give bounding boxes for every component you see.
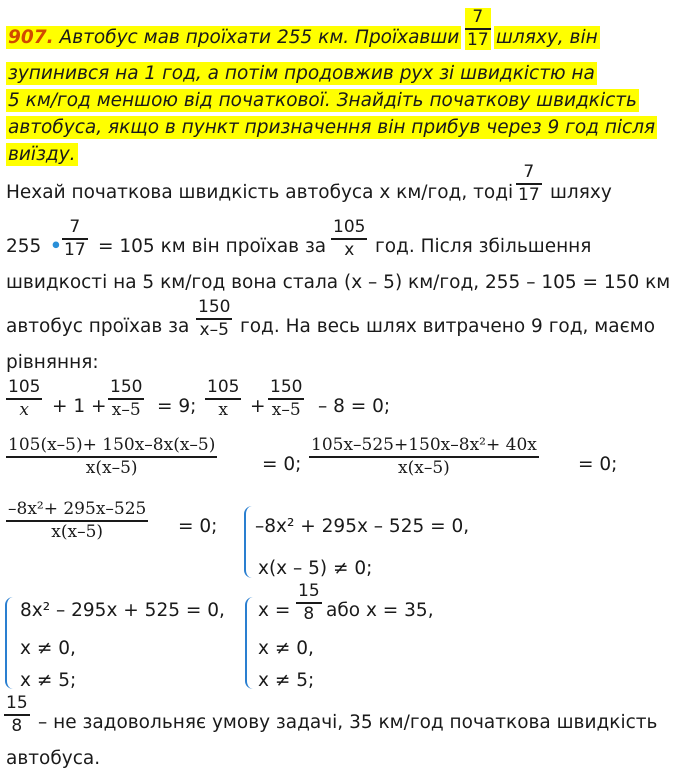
eq3-term: = 0;	[178, 516, 218, 537]
sys3-line-3: x ≠ 5;	[258, 670, 315, 691]
sys2-line-3: x ≠ 5;	[20, 670, 77, 691]
eq2-fraction-2: 105x–525+150x–8x²+ 40x x(x–5)	[311, 435, 537, 478]
solution-line-2b: год. Після збільшення	[375, 236, 592, 257]
fraction-denominator: 17	[467, 30, 489, 50]
sys3-line-1b: або x = 35,	[326, 600, 434, 621]
problem-line-2: зупинився на 1 год, а потім продовжив рух зі швидкістю на	[8, 63, 595, 84]
system-brace-2	[5, 597, 13, 689]
solution-line-4a: автобус проїхав за	[6, 316, 190, 337]
sys3-fraction: 15 8	[298, 581, 320, 624]
solution-fraction-2: 7 17	[64, 217, 86, 260]
solution-line-5: рівняння:	[6, 352, 99, 373]
solution-line-2-lead: 255	[6, 236, 42, 257]
eq1-fraction-1: 105 x	[8, 377, 41, 420]
problem-text-1a: Автобус мав проїхати 255 км. Проїхавши	[59, 27, 460, 48]
eq1-term-1: + 1 +	[52, 396, 107, 417]
solution-fraction-1: 7 17	[518, 162, 540, 205]
eq1-term-4: – 8 = 0;	[318, 396, 391, 417]
final-line-2: автобуса.	[6, 748, 101, 769]
eq2-fraction-1: 105(x–5)+ 150x–8x(x–5) x(x–5)	[8, 435, 216, 478]
problem-line-1	[6, 27, 461, 49]
sys3-line-1a: x =	[258, 600, 291, 621]
sys2-line-2: x ≠ 0,	[20, 638, 76, 659]
sys3-line-2: x ≠ 0,	[258, 638, 314, 659]
system-brace-1	[244, 506, 252, 578]
fraction-numerator: 7	[472, 7, 484, 27]
problem-fraction	[465, 8, 491, 50]
final-line-1: – не задовольняє умову задачі, 35 км/год початкова швидкість	[38, 712, 658, 733]
eq3-fraction: –8x²+ 295x–525 x(x–5)	[8, 499, 147, 542]
solution-line-4b: год. На весь шлях витрачено 9 год, маємо	[240, 316, 656, 337]
problem-line-3: 5 км/год меншою від початкової. Знайдіть початкову швидкість	[8, 90, 637, 111]
sys2-line-1: 8x² – 295x + 525 = 0,	[20, 600, 225, 621]
solution-line-2a: = 105 км він проїхав за	[98, 236, 327, 257]
eq1-term-2: = 9;	[157, 396, 197, 417]
eq1-term-3: +	[250, 396, 266, 417]
final-fraction: 15 8	[6, 693, 28, 736]
problem-line-1b	[494, 27, 600, 49]
eq1-fraction-2: 150 x–5	[110, 377, 143, 420]
eq1-fraction-3: 105 x	[207, 377, 240, 420]
problem-line-4: автобуса, якщо в пункт призначення він прибув через 9 год після	[8, 117, 656, 138]
eq2-term-2: = 0;	[578, 454, 618, 475]
solution-fraction-3: 105 x	[333, 217, 366, 260]
multiply-dot: •	[50, 236, 62, 257]
solution-fraction-4: 150 x–5	[198, 297, 231, 340]
system-brace-3	[245, 597, 253, 689]
solution-line-1b: шляху	[550, 182, 612, 203]
eq2-term-1: = 0;	[262, 454, 302, 475]
problem-number: 907.	[8, 27, 54, 48]
solution-line-1: Нехай початкова швидкість автобуса x км/год, тоді	[6, 182, 514, 203]
eq1-fraction-4: 150 x–5	[270, 377, 303, 420]
problem-text-1b: шляху, він	[496, 27, 598, 48]
solution-line-3: швидкості на 5 км/год вона стала (x – 5) км/год, 255 – 105 = 150 км	[6, 272, 671, 293]
sys1-line-2: x(x – 5) ≠ 0;	[258, 558, 373, 579]
problem-line-5: виїзду.	[8, 144, 76, 165]
sys1-line-1: –8x² + 295x – 525 = 0,	[255, 516, 470, 537]
